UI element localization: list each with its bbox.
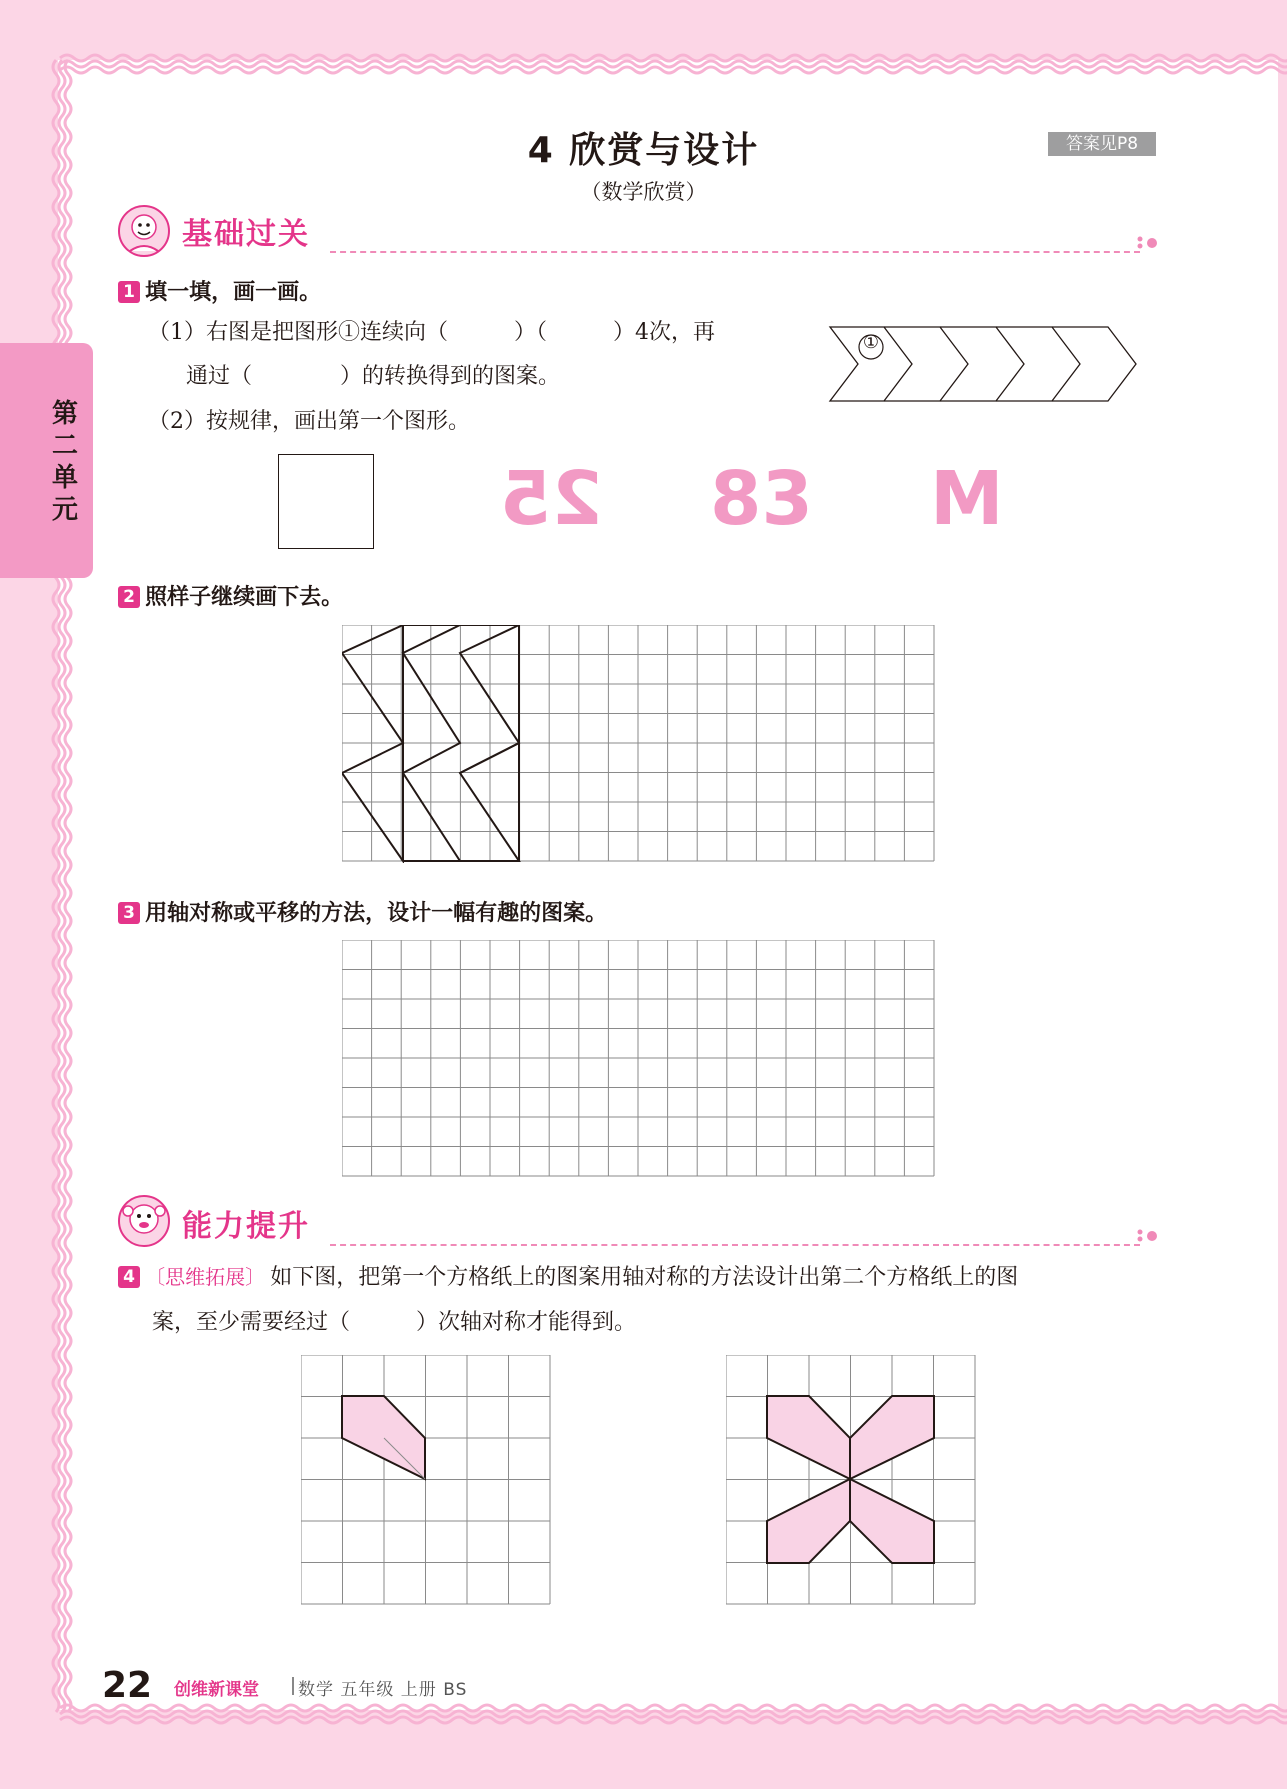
question-2-heading	[118, 580, 343, 611]
question-1-title: 填一填，画一画。	[145, 280, 322, 305]
unit-side-tab-label	[50, 398, 80, 526]
side-tab-char: 单	[51, 463, 78, 493]
side-tab-char: 二	[51, 431, 78, 461]
question-4-grid-original	[301, 1355, 553, 1605]
footer-brand: 创维新课堂	[174, 1680, 259, 1700]
footer-separator	[292, 1677, 294, 1695]
question-1-part1-line1: （1）右图是把图形①连续向（ ）（ ）4次，再	[148, 320, 715, 345]
pattern-glyph: 83	[710, 456, 813, 542]
question-4-grid-result	[726, 1355, 978, 1605]
side-tab-char: 第	[51, 399, 78, 429]
question-1-heading	[118, 275, 321, 306]
page-title: 4 欣赏与设计	[527, 130, 760, 171]
page-number: 22	[102, 1665, 153, 1706]
section-divider	[330, 1244, 1140, 1246]
question-number-badge: 3	[118, 902, 140, 924]
thinking-extension-tag: 〔思维拓展〕	[145, 1265, 266, 1289]
pattern-glyph: 25	[500, 456, 603, 542]
section-title-basic: 基础过关	[182, 217, 310, 252]
footer-book-info: 数学 五年级 上册 BS	[298, 1680, 468, 1700]
question-3-title: 用轴对称或平移的方法，设计一幅有趣的图案。	[145, 901, 608, 926]
question-4-line2: 案，至少需要经过（ ）次轴对称才能得到。	[152, 1310, 637, 1335]
question-1-part1-line2: 通过（ ）的转换得到的图案。	[186, 364, 561, 389]
question-number-badge: 2	[118, 586, 140, 608]
question-number-badge: 1	[118, 281, 140, 303]
question-3-design-grid[interactable]	[342, 940, 936, 1178]
side-tab-char: 元	[51, 495, 78, 525]
section-title-advanced: 能力提升	[182, 1209, 310, 1244]
section-divider	[330, 251, 1140, 253]
mascot-icon	[116, 1193, 172, 1249]
mascot-icon	[116, 203, 172, 259]
answer-reference-badge: 答案见P8	[1048, 132, 1156, 156]
question-3-heading	[118, 896, 607, 927]
pattern-glyph: M	[930, 456, 1004, 542]
question-2-title: 照样子继续画下去。	[145, 585, 344, 610]
question-1-part2: （2）按规律，画出第一个图形。	[148, 409, 470, 434]
page-subtitle: （数学欣赏）	[580, 180, 707, 204]
chevron-circled-label: ①	[862, 332, 880, 353]
decorative-dots-icon	[1136, 1228, 1162, 1242]
question-4-line1	[118, 1262, 1018, 1293]
decorative-dots-icon	[1136, 235, 1162, 249]
answer-drawing-box[interactable]	[278, 454, 374, 549]
question-2-grid[interactable]	[342, 625, 936, 863]
question-number-badge: 4	[118, 1266, 140, 1288]
question-4-text: 如下图，把第一个方格纸上的图案用轴对称的方法设计出第二个方格纸上的图	[270, 1265, 1019, 1290]
